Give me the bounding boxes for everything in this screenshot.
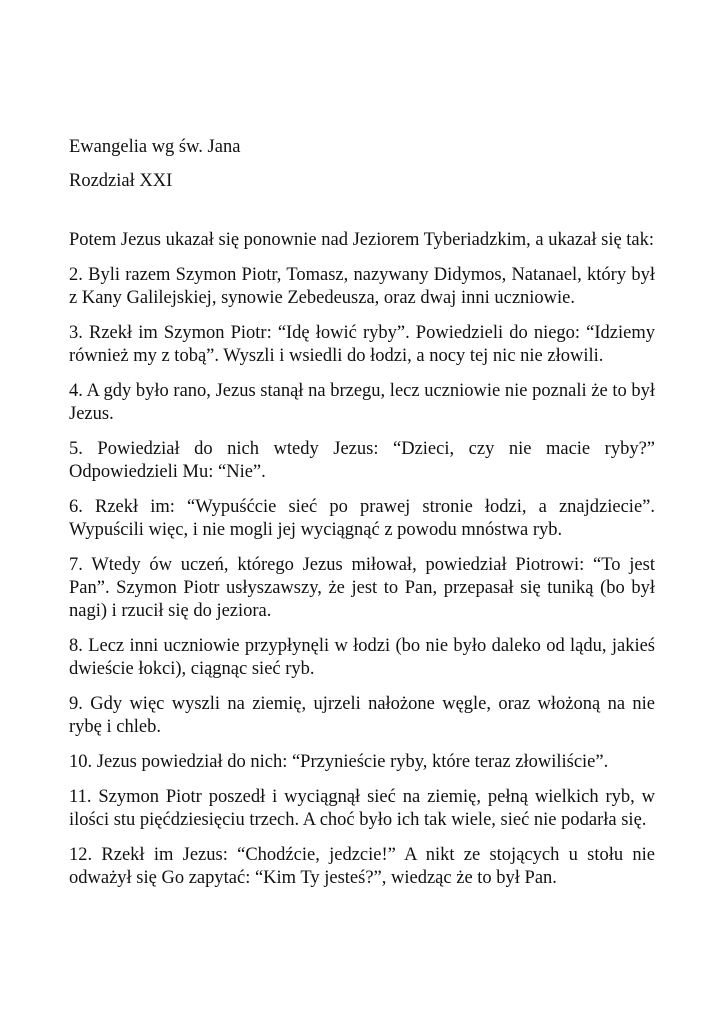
verse-6: 6. Rzekł im: “Wypuśćcie sieć po prawej stronie łodzi, a znajdziecie”. Wypuścili więc, i nie mogli jej wyciągnąć z powodu mnóstwa ryb. (69, 497, 655, 540)
verse-1: Potem Jezus ukazał się ponownie nad Jeziorem Tyberiadzkim, a ukazał się tak: (69, 230, 655, 250)
chapter-title: Rozdział XXI (69, 171, 173, 191)
verse-10: 10. Jezus powiedział do nich: “Przynieście ryby, które teraz złowiliście”. (69, 752, 609, 772)
verse-8: 8. Lecz inni uczniowie przypłynęli w łodzi (bo nie było daleko od lądu, jakieś dwieście łokci), ciągnąc sieć ryb. (69, 636, 655, 679)
verse-3: 3. Rzekł im Szymon Piotr: “Idę łowić ryby”. Powiedzieli do niego: “Idziemy również my z tobą”. Wyszli i wsiedli do łodzi, a nocy tej nic nie złowili. (69, 323, 655, 366)
verse-5: 5. Powiedział do nich wtedy Jezus: “Dzieci, czy nie macie ryby?” Odpowiedzieli Mu: “Nie”. (69, 439, 655, 482)
verse-2: 2. Byli razem Szymon Piotr, Tomasz, nazywany Didymos, Natanael, który był z Kany Galilejskiej, synowie Zebedeusza, oraz dwaj inni uczniowie. (69, 265, 655, 308)
book-title: Ewangelia wg św. Jana (69, 137, 241, 157)
verse-12: 12. Rzekł im Jezus: “Chodźcie, jedzcie!” A nikt ze stojących u stołu nie odważył się Go zapytać: “Kim Ty jesteś?”, wiedząc że to był Pan. (69, 845, 655, 888)
document-page (69, 136, 655, 902)
verse-7: 7. Wtedy ów uczeń, którego Jezus miłował, powiedział Piotrowi: “To jest Pan”. Szymon Piotr usłyszawszy, że jest to Pan, przepasał się tuniką (bo był nagi) i rzucił się do jeziora. (69, 555, 655, 621)
verse-11: 11. Szymon Piotr poszedł i wyciągnął sieć na ziemię, pełną wielkich ryb, w ilości stu pięćdziesięciu trzech. A choć było ich tak wiele, sieć nie podarła się. (69, 787, 655, 830)
document-heading (69, 136, 655, 193)
verse-9: 9. Gdy więc wyszli na ziemię, ujrzeli nałożone węgle, oraz włożoną na nie rybę i chleb. (69, 694, 655, 737)
verse-4: 4. A gdy było rano, Jezus stanął na brzegu, lecz uczniowie nie poznali że to był Jezus. (69, 381, 655, 424)
